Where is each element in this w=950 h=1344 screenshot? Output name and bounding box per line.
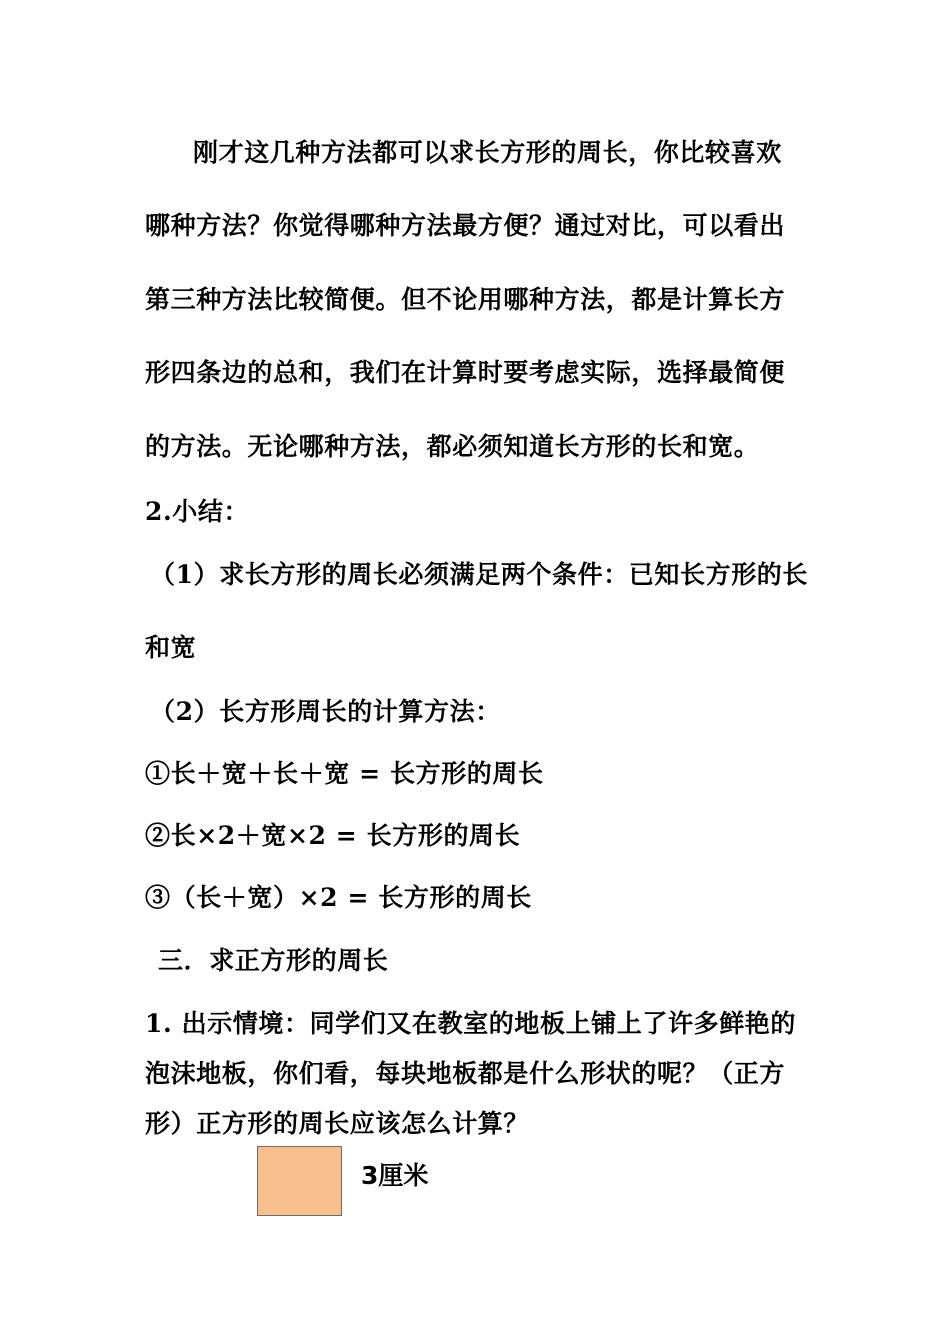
summary-point-1-continued: 和宽 — [145, 633, 197, 662]
paragraph-line: 的方法。无论哪种方法，都必须知道长方形的长和宽。 — [145, 432, 760, 461]
square-figure — [257, 1146, 342, 1216]
situation-line: 泡沫地板，你们看，每块地板都是什么形状的呢？（正方 — [145, 1059, 786, 1088]
paragraph-line: 形四条边的总和，我们在计算时要考虑实际，选择最简便 — [145, 358, 786, 387]
situation-line: 1. 出示情境：同学们又在教室的地板上铺上了许多鲜艳的 — [145, 1009, 797, 1038]
paragraph-line: 刚才这几种方法都可以求长方形的周长，你比较喜欢 — [193, 138, 782, 167]
summary-point-1: （1）求长方形的周长必须满足两个条件：已知长方形的长 — [150, 560, 808, 589]
paragraph-line: 第三种方法比较简便。但不论用哪种方法，都是计算长方 — [145, 285, 786, 314]
formula-1: ①长＋宽＋长＋宽 = 长方形的周长 — [145, 759, 544, 788]
summary-heading: 2.小结： — [145, 497, 250, 526]
square-side-label: 3厘米 — [361, 1161, 429, 1190]
situation-line: 形）正方形的周长应该怎么计算？ — [145, 1109, 530, 1138]
formula-3: ③（长＋宽）×2 = 长方形的周长 — [145, 883, 532, 912]
summary-point-2: （2）长方形周长的计算方法： — [150, 697, 501, 726]
paragraph-line: 哪种方法？你觉得哪种方法最方便？通过对比，可以看出 — [145, 211, 786, 240]
section-heading: 三．求正方形的周长 — [158, 946, 389, 975]
formula-2: ②长×2＋宽×2 = 长方形的周长 — [145, 821, 521, 850]
